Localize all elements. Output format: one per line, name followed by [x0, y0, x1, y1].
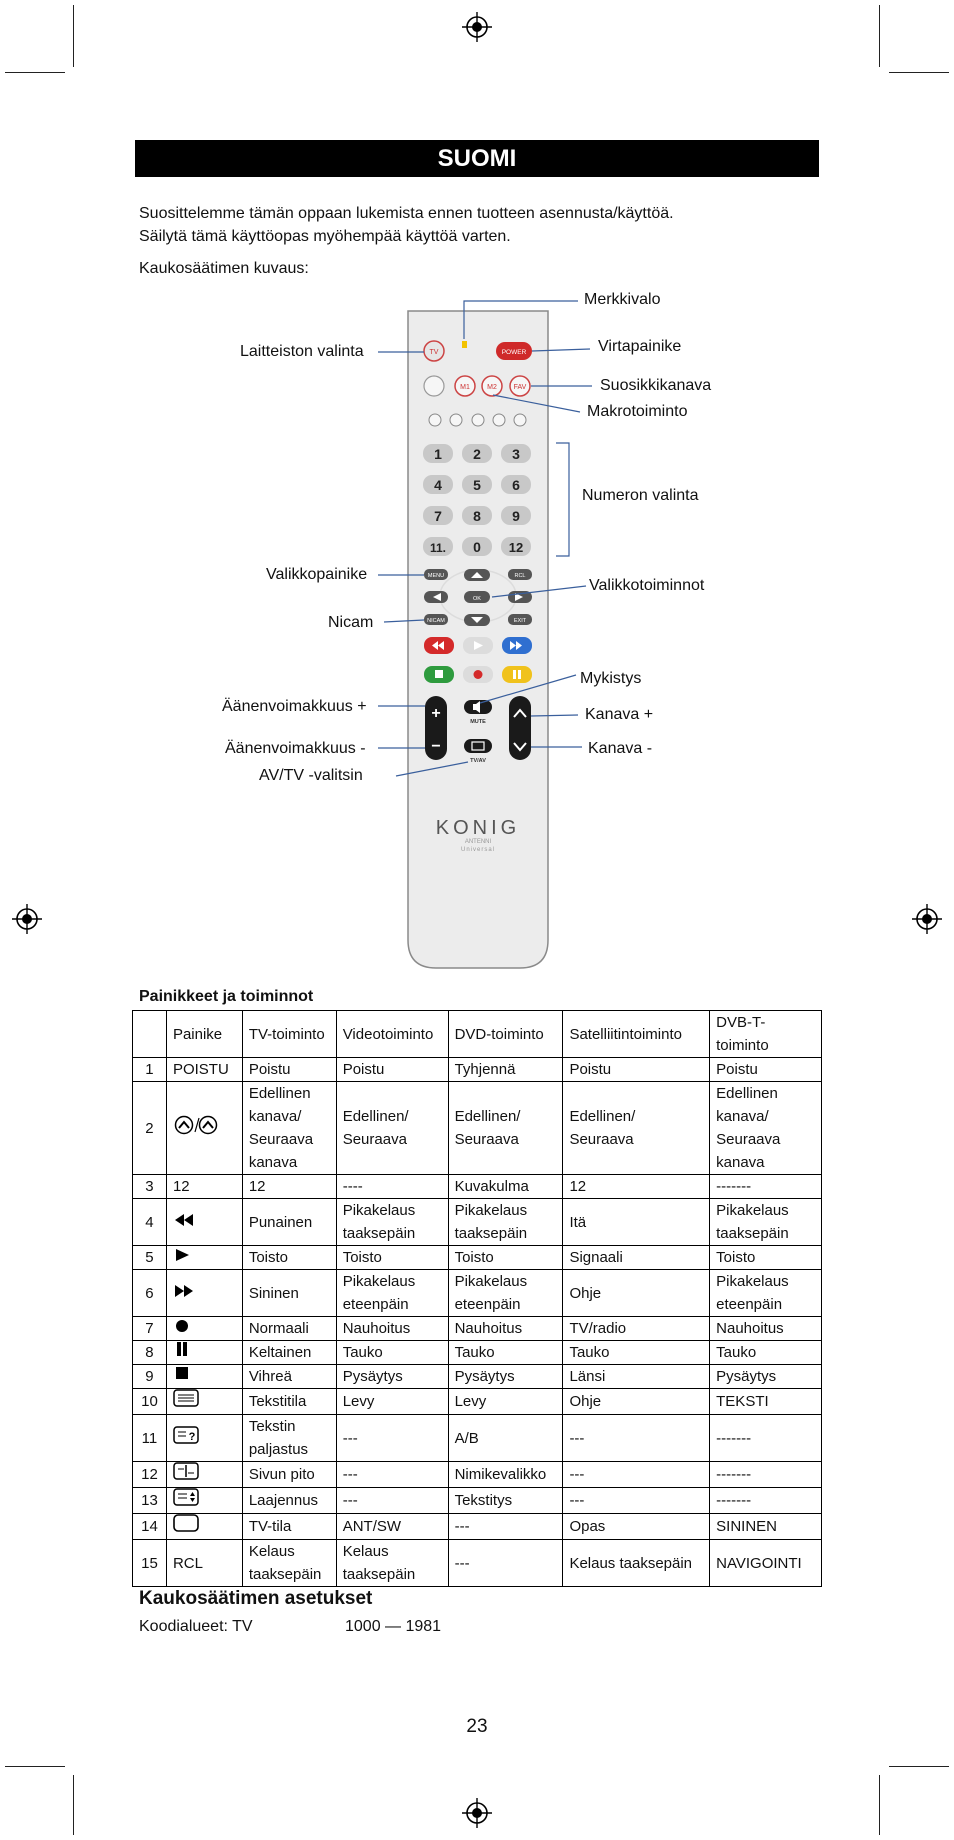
dvbt-cell: Tauko [710, 1341, 822, 1365]
dvd-cell: A/B [448, 1415, 563, 1462]
dvd-cell: Pysäytys [448, 1365, 563, 1389]
row-number: 10 [133, 1389, 167, 1415]
key-5: 5 [473, 477, 481, 493]
dvd-cell: Pikakelaus taaksepäin [448, 1199, 563, 1246]
button-cell: POISTU [166, 1058, 242, 1082]
svg-text:−: − [431, 738, 441, 755]
tv-cell: Laajennus [242, 1488, 336, 1514]
dvd-cell: Nauhoitus [448, 1317, 563, 1341]
table-row [133, 1540, 822, 1587]
teletext-icon [173, 1389, 199, 1407]
key-rcl: RCL [514, 573, 526, 579]
button-cell [166, 1514, 242, 1540]
registration-mark-icon [462, 12, 492, 42]
video-cell: Kelaus taaksepäin [336, 1540, 448, 1587]
header-cell: Videotoiminto [336, 1011, 448, 1058]
buttons-functions-table [132, 1010, 822, 1587]
button-cell [166, 1317, 242, 1341]
video-cell: Poistu [336, 1058, 448, 1082]
svg-text:+: + [431, 705, 441, 722]
row-number: 8 [133, 1341, 167, 1365]
row-number: 14 [133, 1514, 167, 1540]
key-m1: M1 [460, 384, 470, 391]
callout-menu-functions: Valikkotoiminnot [589, 577, 705, 594]
callout-menu-button: Valikkopainike [266, 566, 368, 583]
callout-mute: Mykistys [580, 670, 642, 687]
crop-mark [889, 1766, 949, 1767]
crop-mark [5, 72, 65, 73]
key-11: 11. [429, 541, 447, 555]
button-cell: 12 [166, 1175, 242, 1199]
row-number: 5 [133, 1246, 167, 1270]
dvbt-cell: NAVIGOINTI [710, 1540, 822, 1587]
sat-cell: --- [563, 1415, 710, 1462]
key-tv: TV [429, 349, 439, 356]
key-1: 1 [434, 446, 442, 462]
key-tvav-label: TV/AV [470, 758, 486, 764]
row-number: 4 [133, 1199, 167, 1246]
row-number: 9 [133, 1365, 167, 1389]
table-row [133, 1246, 822, 1270]
tv-cell: 12 [242, 1175, 336, 1199]
key-m2: M2 [487, 384, 497, 391]
dvbt-cell: ------- [710, 1488, 822, 1514]
sat-cell: 12 [563, 1175, 710, 1199]
row-number: 15 [133, 1540, 167, 1587]
callout-volume-down: Äänenvoimakkuus - [225, 740, 366, 757]
crop-mark [73, 5, 74, 67]
dvbt-cell: Nauhoitus [710, 1317, 822, 1341]
tv-cell: Toisto [242, 1246, 336, 1270]
callout-favorite: Suosikkikanava [600, 377, 712, 394]
dvd-cell: --- [448, 1514, 563, 1540]
key-fav: FAV [513, 384, 527, 391]
video-cell: Edellinen/ Seuraava [336, 1082, 448, 1175]
dvbt-cell: Pikakelaus eteenpäin [710, 1270, 822, 1317]
tv-cell: TV-tila [242, 1514, 336, 1540]
tv-cell: Normaali [242, 1317, 336, 1341]
button-cell [166, 1389, 242, 1415]
video-cell: Pysäytys [336, 1365, 448, 1389]
dvbt-cell: SININEN [710, 1514, 822, 1540]
key-mute-label: MUTE [470, 719, 486, 725]
sat-cell: Tauko [563, 1341, 710, 1365]
row-number: 2 [133, 1082, 167, 1175]
dvd-cell: Toisto [448, 1246, 563, 1270]
callout-power: Virtapainike [598, 338, 682, 355]
callout-macro: Makrotoiminto [587, 403, 688, 420]
video-cell: --- [336, 1415, 448, 1462]
video-cell: --- [336, 1462, 448, 1488]
dvd-cell: --- [448, 1540, 563, 1587]
tv-cell: Tekstin paljastus [242, 1415, 336, 1462]
header-cell: DVB-T-toiminto [710, 1011, 822, 1058]
row-number: 6 [133, 1270, 167, 1317]
key-menu: MENU [427, 573, 445, 579]
table-row [133, 1082, 822, 1175]
tv-cell: Keltainen [242, 1341, 336, 1365]
button-cell [166, 1341, 242, 1365]
button-cell [166, 1270, 242, 1317]
dvbt-cell: Toisto [710, 1246, 822, 1270]
sat-cell: --- [563, 1462, 710, 1488]
tv-cell: Vihreä [242, 1365, 336, 1389]
tv-cell: Punainen [242, 1199, 336, 1246]
key-power: POWER [501, 349, 527, 356]
table-row [133, 1365, 822, 1389]
row-number: 3 [133, 1175, 167, 1199]
callout-number-select: Numeron valinta [582, 487, 699, 504]
dvd-cell: Edellinen/ Seuraava [448, 1082, 563, 1175]
key-12: 12 [508, 540, 524, 555]
intro-line-1: Suosittelemme tämän oppaan lukemista ennen tuotteen asennusta/käyttöä. [139, 205, 674, 222]
key-9: 9 [512, 508, 520, 524]
header-cell [133, 1011, 167, 1058]
tv-cell: Tekstitila [242, 1389, 336, 1415]
crop-mark [879, 1775, 880, 1835]
table-row [133, 1415, 822, 1462]
dvbt-cell: ------- [710, 1462, 822, 1488]
code-ranges-label: Koodialueet: TV [139, 1618, 253, 1635]
dvd-cell: Tyhjennä [448, 1058, 563, 1082]
sat-cell: Ohje [563, 1389, 710, 1415]
play-icon [173, 1248, 191, 1262]
dvbt-cell: ------- [710, 1175, 822, 1199]
sat-cell: Opas [563, 1514, 710, 1540]
key-4: 4 [434, 477, 442, 493]
table-row [133, 1199, 822, 1246]
dvbt-cell: TEKSTI [710, 1389, 822, 1415]
stop-icon [173, 1365, 191, 1381]
remote-illustration [0, 290, 954, 980]
header-cell: DVD-toiminto [448, 1011, 563, 1058]
dvd-cell: Pikakelaus eteenpäin [448, 1270, 563, 1317]
button-cell [166, 1365, 242, 1389]
table-row [133, 1389, 822, 1415]
table-row [133, 1462, 822, 1488]
sat-cell: TV/radio [563, 1317, 710, 1341]
tv-cell: Edellinen kanava/ Seuraava kanava [242, 1082, 336, 1175]
dvbt-cell: Pikakelaus taaksepäin [710, 1199, 822, 1246]
button-cell [166, 1082, 242, 1175]
key-ok: OK [473, 596, 481, 602]
page-title: SUOMI [135, 140, 819, 177]
button-cell [166, 1415, 242, 1462]
sat-cell: Edellinen/ Seuraava [563, 1082, 710, 1175]
table-row [133, 1341, 822, 1365]
dvbt-cell: Pysäytys [710, 1365, 822, 1389]
tv-cell: Sivun pito [242, 1462, 336, 1488]
key-8: 8 [473, 508, 481, 524]
video-cell: Pikakelaus eteenpäin [336, 1270, 448, 1317]
tv-cell: Kelaus taaksepäin [242, 1540, 336, 1587]
video-cell: Pikakelaus taaksepäin [336, 1199, 448, 1246]
sat-cell: --- [563, 1488, 710, 1514]
brand-sub-1: ANTENNI [464, 839, 492, 845]
buttons-table-title: Painikkeet ja toiminnot [139, 988, 314, 1005]
dvd-cell: Tekstitys [448, 1488, 563, 1514]
button-cell [166, 1488, 242, 1514]
table-row [133, 1058, 822, 1082]
key-6: 6 [512, 477, 520, 493]
table-row [133, 1514, 822, 1540]
header-cell: Painike [166, 1011, 242, 1058]
code-range-tv: 1000 — 1981 [345, 1618, 442, 1635]
table-row [133, 1317, 822, 1341]
dvbt-cell: ------- [710, 1415, 822, 1462]
dvbt-cell: Edellinen kanava/ Seuraava kanava [710, 1082, 822, 1175]
dvd-cell: Kuvakulma [448, 1175, 563, 1199]
table-header-row [133, 1011, 822, 1058]
brand-sub-2: Universal [460, 847, 496, 853]
tv-cell: Sininen [242, 1270, 336, 1317]
callout-channel-down: Kanava - [588, 740, 653, 757]
header-cell: Satelliitintoiminto [563, 1011, 710, 1058]
table-row [133, 1488, 822, 1514]
row-number: 1 [133, 1058, 167, 1082]
dvd-cell: Tauko [448, 1341, 563, 1365]
dvbt-cell: Poistu [710, 1058, 822, 1082]
callout-channel-up: Kanava + [585, 706, 654, 723]
size-icon [173, 1488, 199, 1506]
video-cell: Tauko [336, 1341, 448, 1365]
sat-cell: Signaali [563, 1246, 710, 1270]
callout-volume-up: Äänenvoimakkuus + [222, 698, 367, 715]
registration-mark-icon [462, 1798, 492, 1828]
sat-cell: Poistu [563, 1058, 710, 1082]
reveal-icon [173, 1426, 199, 1444]
pause-icon [173, 1341, 191, 1357]
remote-setup-heading: Kaukosäätimen asetukset [139, 1588, 373, 1609]
fast-forward-icon [173, 1284, 195, 1298]
key-nicam: NICAM [427, 618, 445, 624]
key-exit: EXIT [513, 618, 527, 624]
tv-mode-icon [173, 1514, 199, 1532]
video-cell: Toisto [336, 1246, 448, 1270]
sat-cell: Kelaus taaksepäin [563, 1540, 710, 1587]
sat-cell: Itä [563, 1199, 710, 1246]
callout-nicam: Nicam [328, 614, 374, 631]
key-0: 0 [473, 539, 481, 555]
table-row [133, 1175, 822, 1199]
callout-indicator-light: Merkkivalo [584, 291, 661, 308]
dvd-cell: Levy [448, 1389, 563, 1415]
page-number: 23 [466, 1716, 488, 1737]
header-cell: TV-toiminto [242, 1011, 336, 1058]
video-cell: Nauhoitus [336, 1317, 448, 1341]
row-number: 12 [133, 1462, 167, 1488]
sat-cell: Länsi [563, 1365, 710, 1389]
crop-mark [5, 1766, 65, 1767]
crop-mark [879, 5, 880, 67]
video-cell: --- [336, 1488, 448, 1514]
table-row [133, 1270, 822, 1317]
callout-av-tv-selector: AV/TV -valitsin [259, 767, 363, 784]
rewind-icon [173, 1213, 195, 1227]
svg-text:?: ? [188, 1430, 196, 1443]
video-cell: Levy [336, 1389, 448, 1415]
remote-description-heading: Kaukosäätimen kuvaus: [139, 260, 309, 277]
brand-logo: KONIG [435, 817, 521, 839]
callout-device-select: Laitteiston valinta [240, 343, 364, 360]
intro-line-2: Säilytä tämä käyttöopas myöhempää käyttöä varten. [139, 228, 511, 245]
hold-icon [173, 1462, 199, 1480]
video-cell: ANT/SW [336, 1514, 448, 1540]
button-cell [166, 1199, 242, 1246]
row-number: 7 [133, 1317, 167, 1341]
sat-cell: Ohje [563, 1270, 710, 1317]
key-3: 3 [512, 446, 520, 462]
row-number: 13 [133, 1488, 167, 1514]
button-cell [166, 1246, 242, 1270]
button-cell: RCL [166, 1540, 242, 1587]
crop-mark [889, 72, 949, 73]
button-cell [166, 1462, 242, 1488]
record-icon [173, 1317, 191, 1333]
dvd-cell: Nimikevalikko [448, 1462, 563, 1488]
video-cell: ---- [336, 1175, 448, 1199]
tv-cell: Poistu [242, 1058, 336, 1082]
channel-up-down-icon [173, 1115, 219, 1135]
row-number: 11 [133, 1415, 167, 1462]
key-7: 7 [434, 508, 442, 524]
key-2: 2 [473, 446, 481, 462]
crop-mark [73, 1775, 74, 1835]
